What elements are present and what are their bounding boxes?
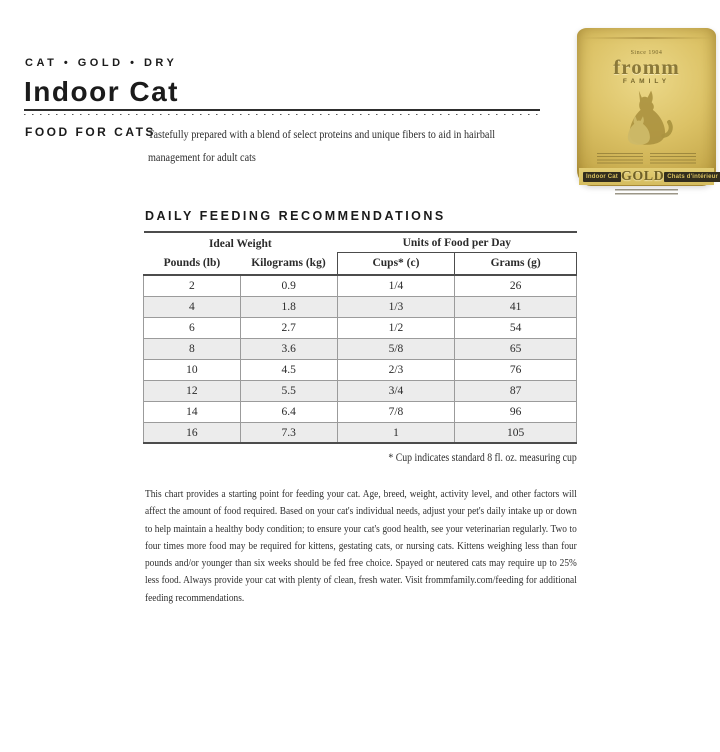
table-cell: 41 — [455, 296, 577, 317]
breadcrumb: CAT • GOLD • DRY — [25, 57, 178, 69]
table-cell: 1 — [337, 422, 455, 443]
table-cell: 1/2 — [337, 317, 455, 338]
table-cell: 8 — [144, 338, 241, 359]
bag-variant-en-label: Indoor Cat — [583, 172, 621, 182]
table-cell: 1/3 — [337, 296, 455, 317]
bag-family-label: FAMILY — [622, 78, 671, 85]
cat-silhouette-icon — [610, 86, 684, 150]
bag-fine-print-fr — [650, 153, 696, 166]
product-bag-image — [577, 28, 719, 186]
table-cell: 10 — [144, 359, 241, 380]
table-cell: 1.8 — [240, 296, 337, 317]
table-row — [144, 338, 577, 359]
feeding-guidance-paragraph: This chart provides a starting point for feeding your cat. Age, breed, weight, activity level, and other factors will affect the amount of food required. Based on your cat's individual needs, adjust your pet's daily intake up or down to help maintain a healthy body condition; to ensure your cat's good health, see your veterinarian regularly. Two to four times more food may be required for kittens, gestating cats, or nursing cats. Kittens weighing less than four pounds and/or younger than six weeks should be fed free choice. Spayed or neutered cats may require up to 25% less food. Always provide your cat with plenty of clean, fresh water. Visit frommfamily.com/feeding for additional feeding recommendations. — [145, 488, 577, 604]
bag-variant-fr-label: Chats d'intérieur — [664, 172, 720, 182]
bag-product-band — [579, 168, 719, 185]
column-header-pounds: Pounds (lb) — [144, 252, 241, 275]
table-cell: 5/8 — [337, 338, 455, 359]
cup-footnote: * Cup indicates standard 8 fl. oz. measuring cup — [388, 452, 577, 464]
table-cell: 54 — [455, 317, 577, 338]
table-cell: 1/4 — [337, 275, 455, 296]
table-cell: 26 — [455, 275, 577, 296]
group-header-ideal-weight: Ideal Weight — [144, 232, 338, 252]
table-cell: 6 — [144, 317, 241, 338]
feeding-heading: DAILY FEEDING RECOMMENDATIONS — [145, 209, 446, 223]
table-row — [144, 296, 577, 317]
table-row — [144, 275, 577, 296]
column-header-grams: Grams (g) — [455, 252, 577, 275]
table-column-header-row — [144, 252, 577, 275]
title-divider — [24, 109, 540, 115]
table-cell: 105 — [455, 422, 577, 443]
table-cell: 3/4 — [337, 380, 455, 401]
table-cell: 4 — [144, 296, 241, 317]
table-cell: 87 — [455, 380, 577, 401]
table-cell: 3.6 — [240, 338, 337, 359]
section-label: FOOD FOR CATS — [25, 125, 156, 139]
table-cell: 76 — [455, 359, 577, 380]
bag-since-label: Since 1904 — [630, 50, 663, 56]
table-row — [144, 401, 577, 422]
table-cell: 7.3 — [240, 422, 337, 443]
feeding-table-body — [144, 275, 577, 443]
fromm-logo: fromm — [613, 55, 680, 79]
bag-gold-line-label: GOLD — [621, 168, 665, 184]
table-row — [144, 317, 577, 338]
table-cell: 12 — [144, 380, 241, 401]
table-cell: 0.9 — [240, 275, 337, 296]
group-header-units-per-day: Units of Food per Day — [337, 232, 576, 252]
column-header-kilograms: Kilograms (kg) — [240, 252, 337, 275]
table-cell: 65 — [455, 338, 577, 359]
page-title: Indoor Cat — [24, 76, 179, 107]
table-row — [144, 422, 577, 443]
table-cell: 5.5 — [240, 380, 337, 401]
table-row — [144, 380, 577, 401]
table-cell: 6.4 — [240, 401, 337, 422]
table-cell: 2.7 — [240, 317, 337, 338]
feeding-table — [143, 231, 577, 444]
product-description: Tastefully prepared with a blend of select proteins and unique fibers to aid in hairball management for adult cats — [148, 127, 496, 164]
table-row — [144, 359, 577, 380]
table-cell: 96 — [455, 401, 577, 422]
table-cell: 16 — [144, 422, 241, 443]
table-cell: 2/3 — [337, 359, 455, 380]
table-group-header-row — [144, 232, 577, 252]
table-cell: 2 — [144, 275, 241, 296]
column-header-cups: Cups* (c) — [337, 252, 455, 275]
table-cell: 7/8 — [337, 401, 455, 422]
bag-weight-fine-print — [615, 189, 678, 197]
bag-fine-print-en — [597, 153, 643, 166]
table-cell: 4.5 — [240, 359, 337, 380]
table-cell: 14 — [144, 401, 241, 422]
